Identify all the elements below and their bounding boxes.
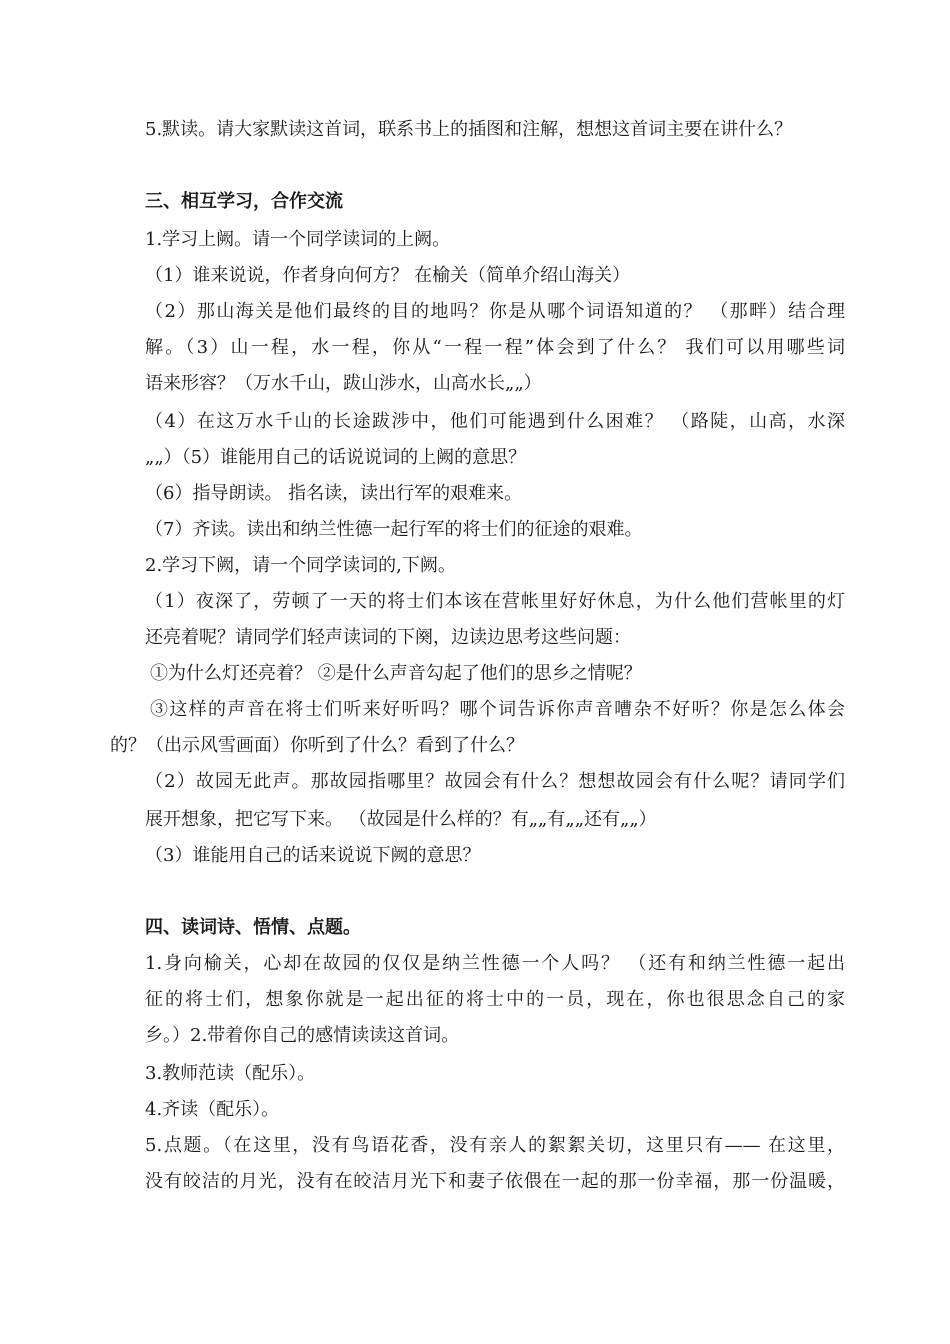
paragraph-line: （4）在这万水千山的长途跋涉中，他们可能遇到什么困难？ （路陡，山高，水深 xyxy=(145,411,845,432)
paragraph-line: 5.默读。请大家默读这首词，联系书上的插图和注解，想想这首词主要在讲什么？ xyxy=(145,119,793,140)
paragraph-line: 展开想象，把它写下来。 （故园是什么样的？有„„有„„还有„„） xyxy=(145,809,657,830)
paragraph-line: 还亮着呢？请同学们轻声读词的下阕，边读边思考这些问题： xyxy=(145,627,631,648)
paragraph-line: 4.齐读（配乐）。 xyxy=(145,1099,280,1120)
paragraph-line: ③这样的声音在将士们听来好听吗？哪个词告诉你声音嘈杂不好听？你是怎么体会 xyxy=(150,699,845,720)
paragraph-line: 征的将士们，想象你就是一起出征的将士中的一员，现在，你也很思念自己的家 xyxy=(145,989,845,1010)
paragraph-line: （2）故园无此声。那故园指哪里？故园会有什么？想想故园会有什么呢？请同学们 xyxy=(145,771,845,792)
paragraph-line: 语来形容？（万水千山，跋山涉水，山高水长„„） xyxy=(145,373,542,394)
paragraph-line: （1）夜深了，劳顿了一天的将士们本该在营帐里好好休息，为什么他们营帐里的灯 xyxy=(145,591,845,612)
paragraph-line: 5.点题。（在这里，没有鸟语花香，没有亲人的絮絮关切，这里只有—— 在这里， xyxy=(145,1135,845,1156)
paragraph-line: （7）齐读。读出和纳兰性德一起行军的将士们的征途的艰难。 xyxy=(145,519,643,540)
paragraph-line: 2.学习下阙，请一个同学读词的,下阙。 xyxy=(145,555,456,576)
paragraph-line: 没有皎洁的月光，没有在皎洁月光下和妻子依偎在一起的那一份幸福，那一份温暖， xyxy=(145,1171,845,1192)
paragraph-line: 乡。）2.带着你自己的感情读读这首词。 xyxy=(145,1025,460,1046)
paragraph-line: ①为什么灯还亮着？ ②是什么声音勾起了他们的思乡之情呢？ xyxy=(150,663,642,684)
paragraph-line: （2）那山海关是他们最终的目的地吗？你是从哪个词语知道的？ （那畔）结合理 xyxy=(145,301,845,322)
paragraph-line: 1.学习上阙。请一个同学读词的上阙。 xyxy=(145,229,451,250)
paragraph-line: 1.身向榆关，心却在故园的仅仅是纳兰性德一个人吗？ （还有和纳兰性德一起出 xyxy=(145,953,845,974)
paragraph-line: 解。（3）山一程，水一程，你从“一程一程”体会到了什么？ 我们可以用哪些词 xyxy=(145,337,845,358)
section-heading: 四、读词诗、悟情、点题。 xyxy=(145,917,361,938)
paragraph-line: 3.教师范读（配乐）。 xyxy=(145,1063,316,1084)
paragraph-line: （6）指导朗读。 指名读，读出行军的艰难来。 xyxy=(145,483,523,504)
paragraph-line: 的？（出示风雪画面）你听到了什么？看到了什么？ xyxy=(110,735,524,756)
paragraph-line: （1）谁来说说，作者身向何方？ 在榆关（简单介绍山海关） xyxy=(145,265,631,286)
paragraph-line: （3）谁能用自己的话来说说下阙的意思？ xyxy=(145,845,481,866)
section-heading: 三、相互学习，合作交流 xyxy=(145,191,343,212)
paragraph-line: „„）（5）谁能用自己的话说说词的上阙的意思？ xyxy=(145,447,527,468)
